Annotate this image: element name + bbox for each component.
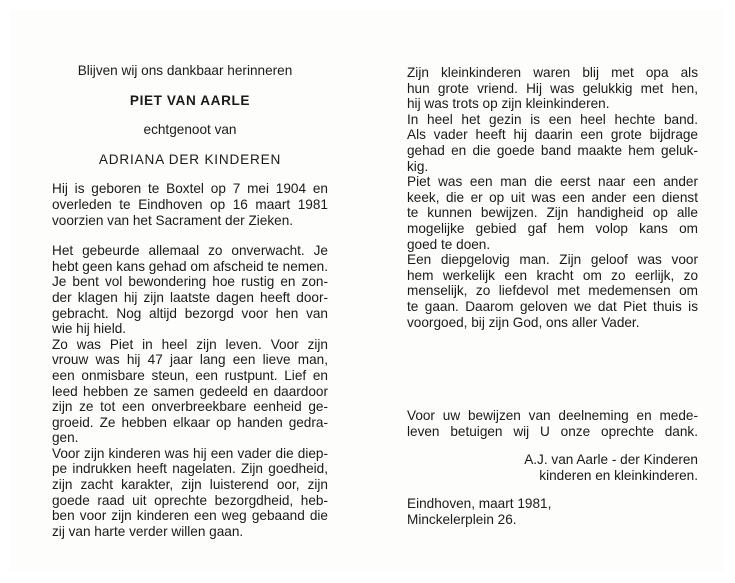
text-line: Hij is geboren te Boxtel op 7 mei 1904 en [52,181,328,197]
text-line: ben voor zijn kinderen een weg gebaand die [52,508,328,524]
place-date-line: Eindhoven, maart 1981, [407,496,552,512]
text-line: zijn zacht karakter, zijn luisterend oor, zijn [52,477,328,493]
text-line: keek, die er op uit was een ander een dienst [407,189,698,205]
text-line: gehad en die goede band maakte hem geluk- [407,142,698,158]
text-line: hun grote vriend. Hij was gelukkig met hen, [407,80,698,96]
text-line: Als vader heeft hij daarin een grote bijdrage [407,127,698,143]
text-line: In heel het gezin is een heel hechte band. [407,111,698,127]
text-line: een onmisbare steun, een rustpunt. Lief en [52,367,328,383]
text-line: vrouw was hij 47 jaar lang een lieve man, [52,352,328,368]
text-line: hebt geen kans gehad om afscheid te nemen. [52,258,328,274]
text-line: te kunnen bewijzen. Zijn handigheid op alle [407,205,698,221]
signature-block [407,452,698,483]
text-line: Je bent vol bewondering hoe rustig en zon- [52,274,328,290]
text-line: mogelijke gebied gaf hem volop kans om [407,220,698,236]
text-line: Zijn kleinkinderen waren blij met opa als [407,65,698,80]
text-line: Zo was Piet in heel zijn leven. Voor zijn [52,336,328,352]
text-line: hem werkelijk een kracht om zo eerlijk, zo [407,267,698,283]
text-line: leed hebben ze samen gedeeld en daardoor [52,383,328,399]
deceased-name: PIET VAN AARLE [129,92,251,108]
paragraph-husband [52,337,328,446]
text-line: leven betuigen wij U onze oprechte dank. [407,423,698,439]
text-line: voorgoed, bij zijn God, ons aller Vader. [407,314,640,330]
birth-paragraph [52,181,328,228]
text-line: gen. [52,430,79,446]
spouse-name: ADRIANA DER KINDEREN [98,151,282,167]
paragraph-father [52,446,328,540]
text-line: goed te doen. [407,236,491,252]
address-line: Minckelerplein 26. [407,512,517,528]
text-line: voorzien van het Sacrament der Zieken. [52,212,294,228]
text-line: hij was trots op zijn kleinkinderen. [407,96,610,112]
text-line: wie hij hield. [52,321,127,337]
text-line: kig. [407,158,429,174]
text-line: menselijk, zo liefdevol met medemensen om [407,283,698,299]
place-date [407,496,698,527]
relation-text: echtgenoot van [143,122,237,138]
text-line: zijn ze tot een onverbreekbare eenheid ge- [52,399,328,415]
text-line: zij van harte verder willen gaan. [52,523,244,539]
signature-line: A.J. van Aarle - der Kinderen [524,452,698,468]
text-line: pe indrukken heeft nagelaten. Zijn goedheid, [52,461,328,477]
text-line: overleden te Eindhoven op 16 maart 1981 [52,196,328,212]
text-line: Piet was een man die eerst naar een ander [407,174,698,190]
text-line: Voor zijn kinderen was hij een vader die diep- [52,445,328,461]
text-line: Voor uw bewijzen van deelneming en mede- [407,408,698,424]
text-line: goede raad uit oprechte bezorgdheid, heb- [52,492,328,508]
text-line: Het gebeurde allemaal zo onverwacht. Je [52,243,328,259]
text-line: groeid. Ze hebben elkaar op handen gedra- [52,414,328,430]
text-line: Een diepgelovig man. Zijn geloof was voor [407,252,698,268]
paragraph-helpful [407,174,698,252]
left-column [52,63,328,539]
paragraph-faith [407,252,698,330]
paragraph-unexpected [52,243,328,337]
right-column [407,65,698,528]
text-line: der klagen hij zijn laatste dagen heeft door- [52,289,328,305]
signature-line: kinderen en kleinkinderen. [539,467,698,483]
text-line: gebracht. Nog altijd bezorgd voor hen van [52,305,328,321]
paragraph-grandchildren [407,65,698,174]
intro-text: Blijven wij ons dankbaar herinneren [77,63,293,78]
thanks-paragraph [407,408,698,439]
text-line: te gaan. Daarom geloven we dat Piet thuis is [407,298,698,314]
